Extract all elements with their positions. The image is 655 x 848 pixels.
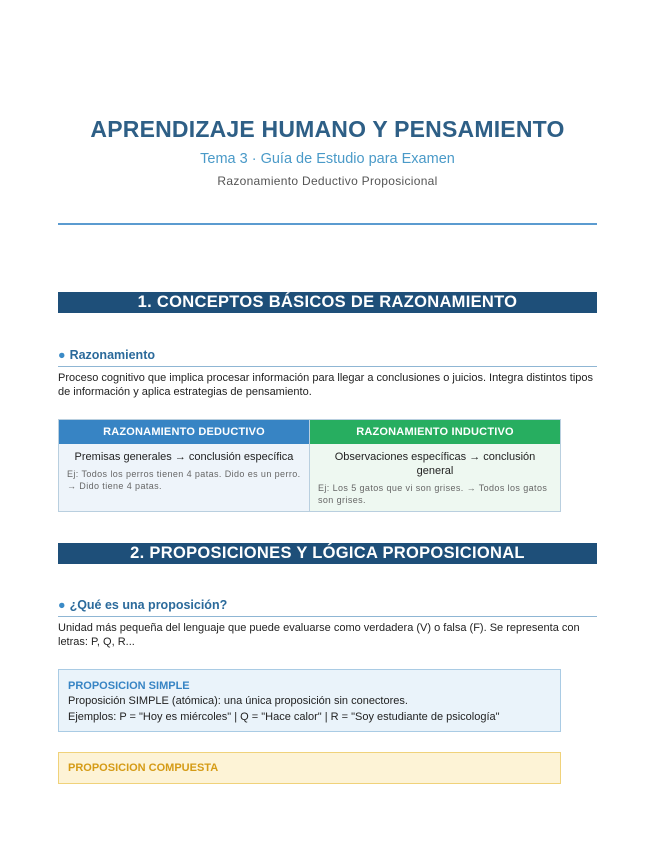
section-1-heading: 1. CONCEPTOS BÁSICOS DE RAZONAMIENTO (58, 292, 597, 313)
razonamiento-definition: Proceso cognitivo que implica procesar información para llegar a conclusiones o juicios. Integra distintos tipos de información y aplica estrategias de pensamiento. (58, 372, 593, 398)
compound-proposition-title: PROPOSICION COMPUESTA (68, 762, 219, 774)
inductive-body (310, 444, 560, 511)
deductive-description: Premisas generales → conclusión específica (74, 451, 294, 463)
subhead-proposicion-label: ¿Qué es una proposición? (69, 598, 228, 612)
proposicion-definition: Unidad más pequeña del lenguaje que puede evaluarse como verdadera (V) o falsa (F). Se representa con letras: P, Q, R... (58, 622, 580, 648)
simple-proposition-examples: Ejemplos: P = "Hoy es miércoles" | Q = "Hace calor" | R = "Soy estudiante de psicología" (68, 711, 500, 723)
subhead-proposicion (58, 598, 597, 617)
deductive-header: RAZONAMIENTO DEDUCTIVO (59, 420, 309, 444)
document-subtitle: Tema 3 · Guía de Estudio para Examen (200, 151, 455, 167)
deductive-body (59, 444, 309, 511)
compound-proposition-box (58, 752, 561, 784)
bullet-icon: ● (58, 348, 66, 362)
deductive-example: Ej: Todos los perros tienen 4 patas. Dido es un perro. → Dido tiene 4 patas. (67, 469, 301, 491)
inductive-header: RAZONAMIENTO INDUCTIVO (310, 420, 560, 444)
bullet-icon: ● (58, 598, 66, 612)
inductive-description: Observaciones específicas → conclusión general (334, 451, 536, 477)
inductive-example: Ej: Los 5 gatos que vi son grises. → Todos los gatos son grises. (318, 483, 548, 505)
simple-proposition-title: PROPOSICION SIMPLE (68, 680, 190, 692)
section-2-heading: 2. PROPOSICIONES Y LÓGICA PROPOSICIONAL (58, 543, 597, 564)
subhead-razonamiento (58, 348, 597, 367)
document-title: APRENDIZAJE HUMANO Y PENSAMIENTO (90, 116, 565, 142)
simple-proposition-box (58, 669, 561, 732)
simple-proposition-definition: Proposición SIMPLE (atómica): una única proposición sin conectores. (68, 695, 408, 707)
deductive-column (59, 420, 309, 511)
header-divider (58, 223, 597, 225)
inductive-column (309, 420, 560, 511)
reasoning-comparison-table (58, 419, 561, 512)
subhead-razonamiento-label: Razonamiento (69, 348, 155, 362)
document-topic: Razonamiento Deductivo Proposicional (217, 174, 438, 188)
